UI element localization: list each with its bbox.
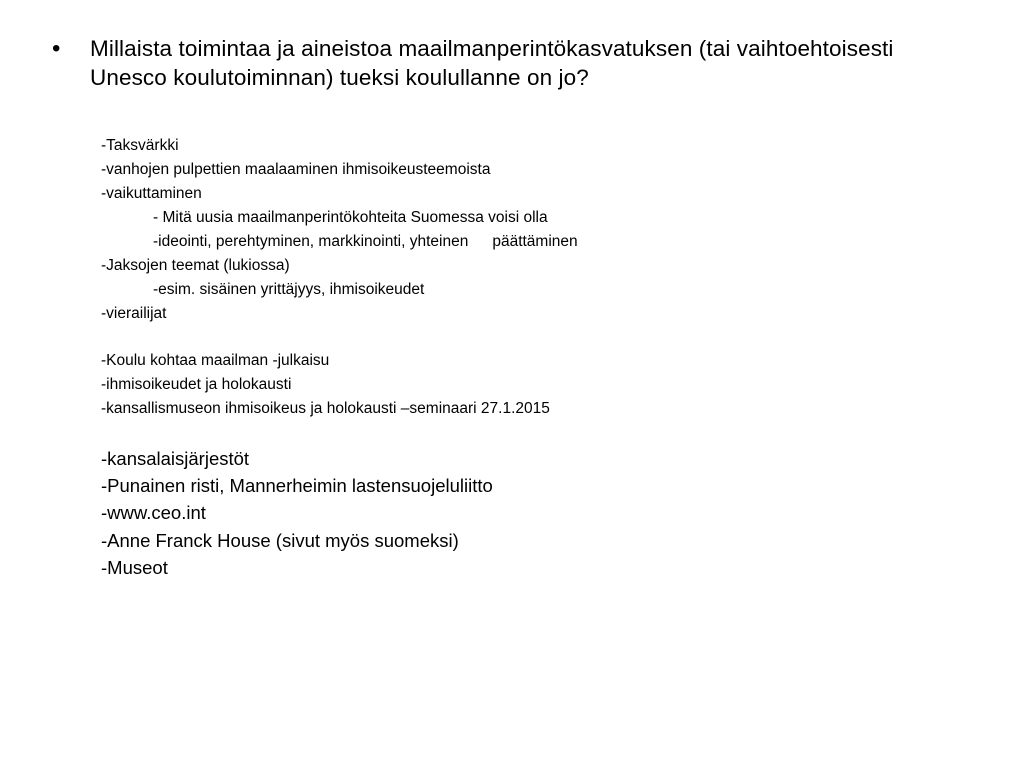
line-julkaisu: -Koulu kohtaa maailman -julkaisu [101,352,330,369]
line-jaksot: -Jaksojen teemat (lukiossa) [101,257,290,274]
line-taksvarkki: -Taksvärkki [101,137,179,154]
line-vierailijat: -vierailijat [101,305,167,322]
line-anne: -Anne Franck House (sivut myös suomeksi) [101,530,459,551]
line-seminaari: -kansallismuseon ihmisoikeus ja holokausti –seminaari 27.1.2015 [101,400,550,417]
ideointi-part-b: päättäminen [492,233,578,250]
line-esim: -esim. sisäinen yrittäjyys, ihmisoikeudet [153,281,425,298]
line-holokausti: -ihmisoikeudet ja holokausti [101,376,292,393]
ideointi-part-a: -ideointi, perehtyminen, markkinointi, yhteinen [153,233,469,250]
line-vaikuttaminen: -vaikuttaminen [101,185,202,202]
line-museot: -Museot [101,557,168,578]
line-pulpetit: -vanhojen pulpettien maalaaminen ihmisoikeusteemoista [101,161,491,178]
line-kohteet: - Mitä uusia maailmanperintökohteita Suomessa voisi olla [153,209,548,226]
line-ceo: -www.ceo.int [101,502,206,523]
line-jarjestot: -kansalaisjärjestöt [101,448,250,469]
line-punainen: -Punainen risti, Mannerheimin lastensuojeluliitto [101,475,493,496]
line-ideointi [153,232,578,252]
bullet-question-text: Millaista toimintaa ja aineistoa maailmanperintökasvatuksen (tai vaihtoehtoisesti Unesco koulutoiminnan) tueksi koulullanne on jo? [90,36,894,90]
bullet-dot-icon: • [52,35,61,62]
